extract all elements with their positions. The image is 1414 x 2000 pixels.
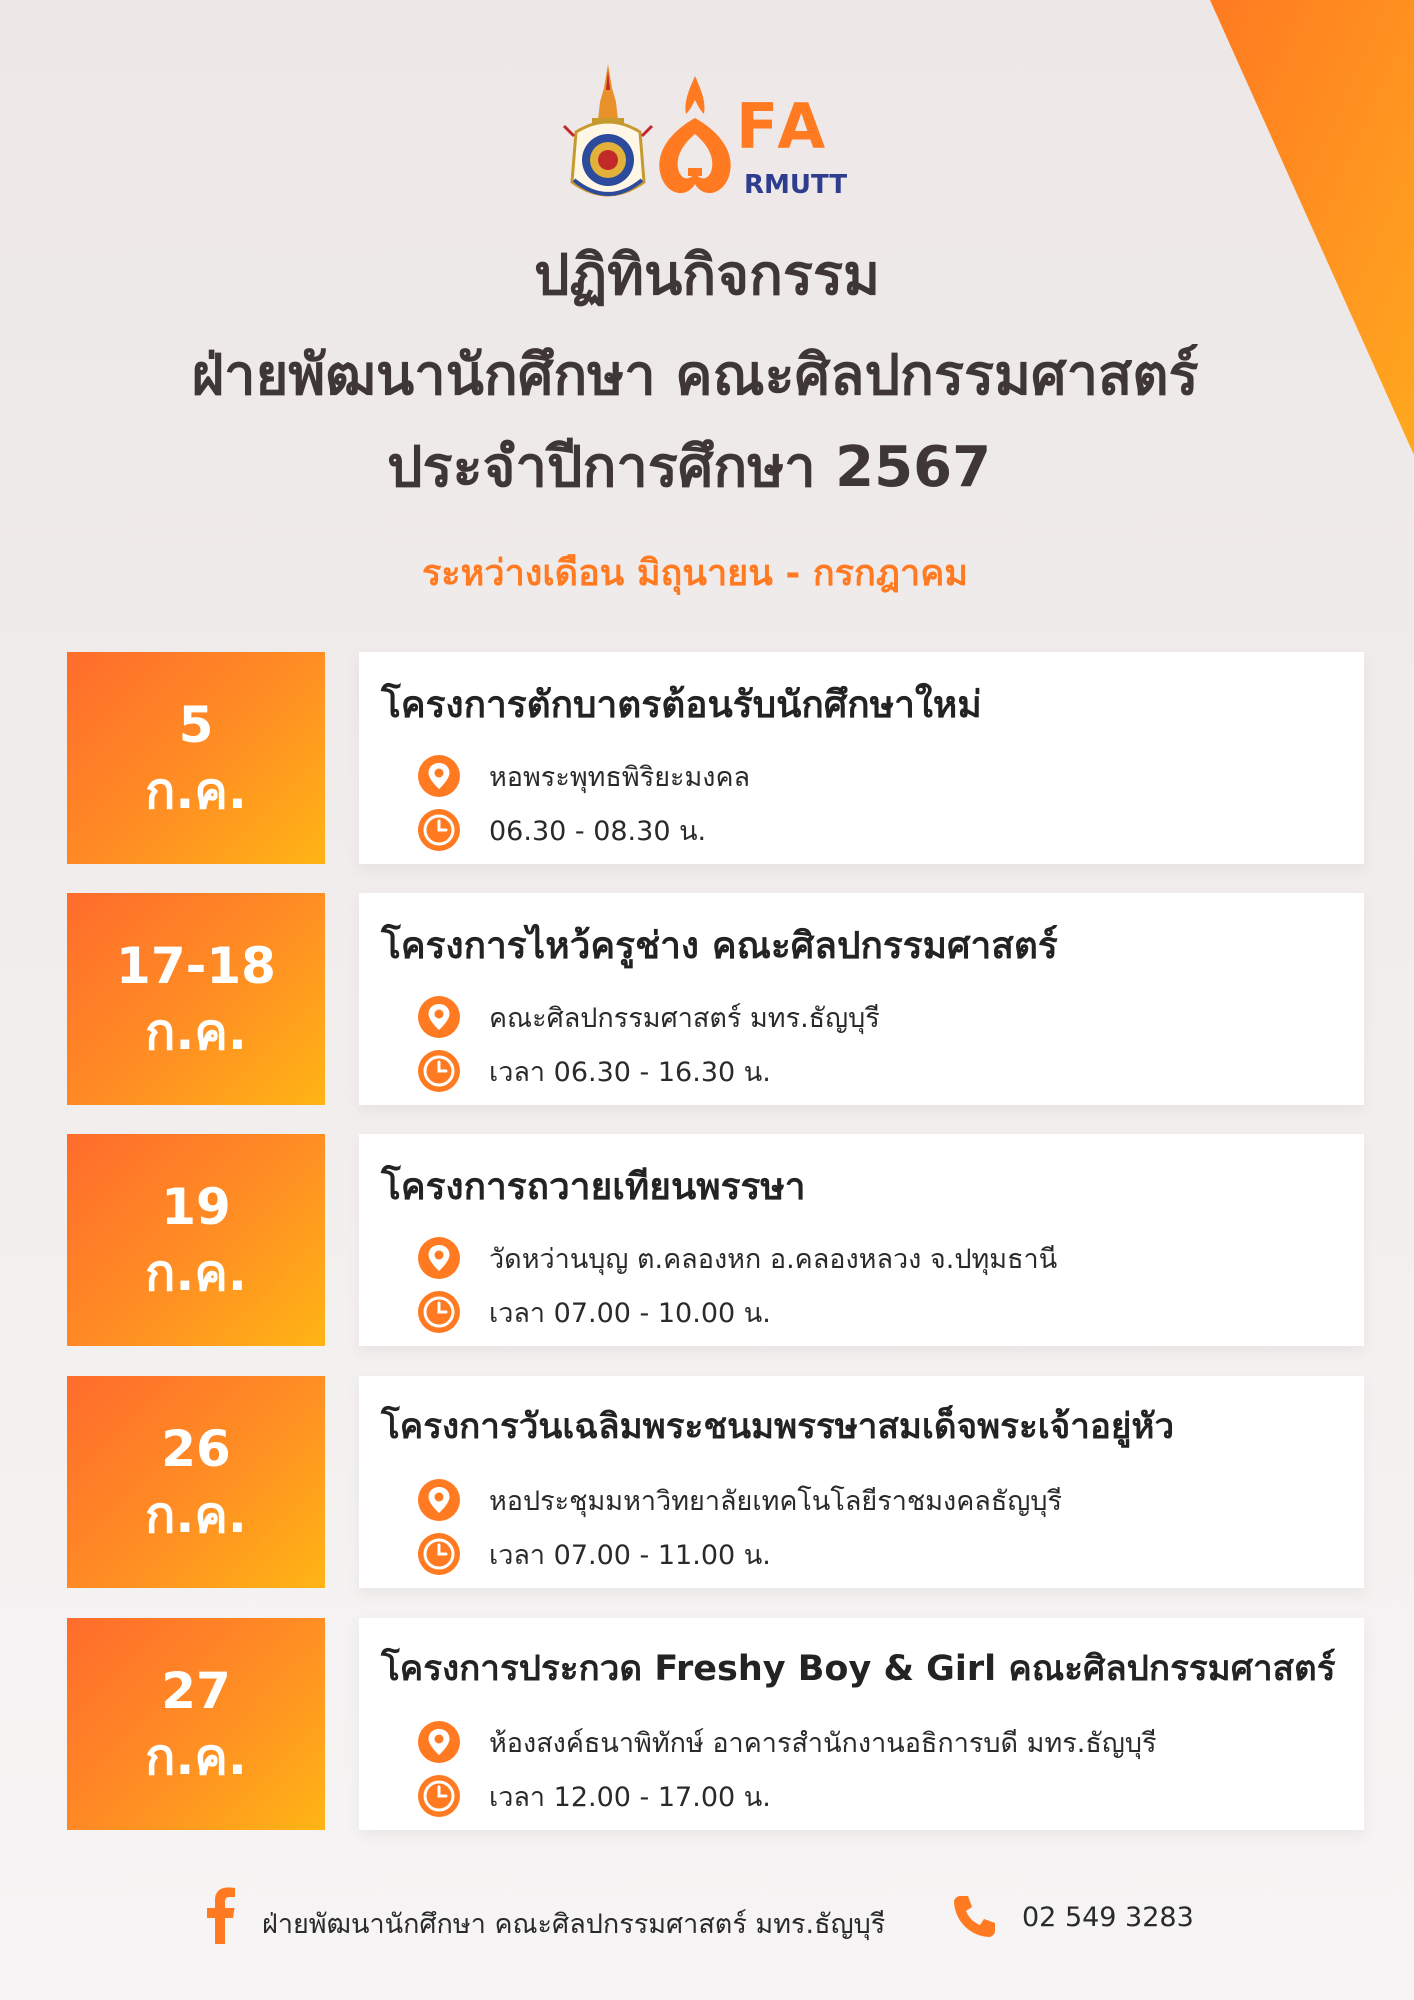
event-location-row	[417, 754, 750, 798]
facebook-icon	[206, 1886, 236, 1944]
event-title: โครงการไหว้ครูช่าง คณะศิลปกรรมศาสตร์	[381, 924, 1058, 967]
page-title-academic-year: ประจำปีการศึกษา 2567	[386, 435, 992, 500]
rmutt-logo-text: RMUTT	[744, 170, 848, 200]
event-location: คณะศิลปกรรมศาสตร์ มทร.ธัญบุรี	[489, 1002, 880, 1034]
event-time: เวลา 12.00 - 17.00 น.	[489, 1781, 771, 1813]
event-time-row	[417, 1290, 771, 1334]
event-row	[67, 893, 1364, 1105]
event-info-card	[359, 1618, 1364, 1830]
date-range-subtitle: ระหว่างเดือน มิถุนายน - กรกฎาคม	[421, 553, 969, 594]
event-title: โครงการถวายเทียนพรรษา	[381, 1165, 806, 1208]
event-time-row	[417, 1532, 771, 1576]
event-location: หอพระพุทธพิริยะมงคล	[489, 761, 751, 793]
event-month: ก.ค.	[145, 1003, 247, 1061]
clock-icon	[417, 1049, 461, 1093]
location-pin-icon	[417, 1720, 461, 1764]
event-month: ก.ค.	[145, 1728, 247, 1786]
event-month: ก.ค.	[145, 762, 247, 820]
event-time: เวลา 06.30 - 16.30 น.	[489, 1056, 771, 1088]
fa-flame-logo	[650, 72, 740, 202]
page-title: ปฏิทินกิจกรรม	[533, 243, 881, 308]
event-time: เวลา 07.00 - 10.00 น.	[489, 1297, 771, 1329]
location-pin-icon	[417, 1236, 461, 1280]
event-location: ห้องสงค์ธนาพิทักษ์ อาคารสำนักงานอธิการบดี มทร.ธัญบุรี	[489, 1727, 1157, 1759]
fa-logo-text: FA	[736, 90, 832, 163]
footer-contact	[0, 1886, 1414, 1956]
event-location-row	[417, 1236, 1057, 1280]
logo-row	[558, 62, 878, 210]
location-pin-icon	[417, 754, 461, 798]
event-row	[67, 1376, 1364, 1588]
clock-icon	[417, 1290, 461, 1334]
event-info-card	[359, 652, 1364, 864]
event-date-box	[67, 1134, 325, 1346]
event-month: ก.ค.	[145, 1244, 247, 1302]
event-location-row	[417, 1720, 1156, 1764]
event-title: โครงการวันเฉลิมพระชนมพรรษาสมเด็จพระเจ้าอยู่หัว	[381, 1407, 1175, 1447]
event-location: วัดหว่านบุญ ต.คลองหก อ.คลองหลวง จ.ปทุมธานี	[489, 1243, 1058, 1275]
event-time-row	[417, 1049, 771, 1093]
clock-icon	[417, 808, 461, 852]
event-info-card	[359, 893, 1364, 1105]
event-day: 5	[178, 696, 214, 754]
event-row	[67, 1618, 1364, 1830]
event-day: 26	[161, 1420, 231, 1478]
event-location-row	[417, 995, 880, 1039]
event-time-row	[417, 808, 706, 852]
location-pin-icon	[417, 995, 461, 1039]
event-title: โครงการตักบาตรต้อนรับนักศึกษาใหม่	[381, 683, 982, 726]
page-title-department: ฝ่ายพัฒนานักศึกษา คณะศิลปกรรมศาสตร์	[191, 343, 1199, 408]
event-time-row	[417, 1774, 771, 1818]
event-month: ก.ค.	[145, 1486, 247, 1544]
event-time: เวลา 07.00 - 11.00 น.	[489, 1539, 771, 1571]
clock-icon	[417, 1532, 461, 1576]
event-date-box	[67, 652, 325, 864]
clock-icon	[417, 1774, 461, 1818]
event-time: 06.30 - 08.30 น.	[489, 815, 707, 847]
event-info-card	[359, 1376, 1364, 1588]
phone-icon	[950, 1892, 998, 1940]
event-day: 19	[161, 1178, 231, 1236]
event-date-box	[67, 1376, 325, 1588]
event-date-box	[67, 1618, 325, 1830]
phone-number[interactable]: 02 549 3283	[1022, 1902, 1194, 1933]
event-row	[67, 1134, 1364, 1346]
event-info-card	[359, 1134, 1364, 1346]
event-title: โครงการประกวด Freshy Boy & Girl คณะศิลปกรรมศาสตร์	[381, 1649, 1336, 1689]
event-location-row	[417, 1478, 1062, 1522]
event-day: 27	[161, 1662, 231, 1720]
event-date-box	[67, 893, 325, 1105]
event-location: หอประชุมมหาวิทยาลัยเทคโนโลยีราชมงคลธัญบุรี	[489, 1485, 1062, 1517]
location-pin-icon	[417, 1478, 461, 1522]
university-seal-logo	[558, 62, 658, 210]
event-day: 17-18	[116, 937, 276, 995]
facebook-page-name[interactable]: ฝ่ายพัฒนานักศึกษา คณะศิลปกรรมศาสตร์ มทร.ธัญบุรี	[262, 1909, 886, 1940]
event-row	[67, 652, 1364, 864]
